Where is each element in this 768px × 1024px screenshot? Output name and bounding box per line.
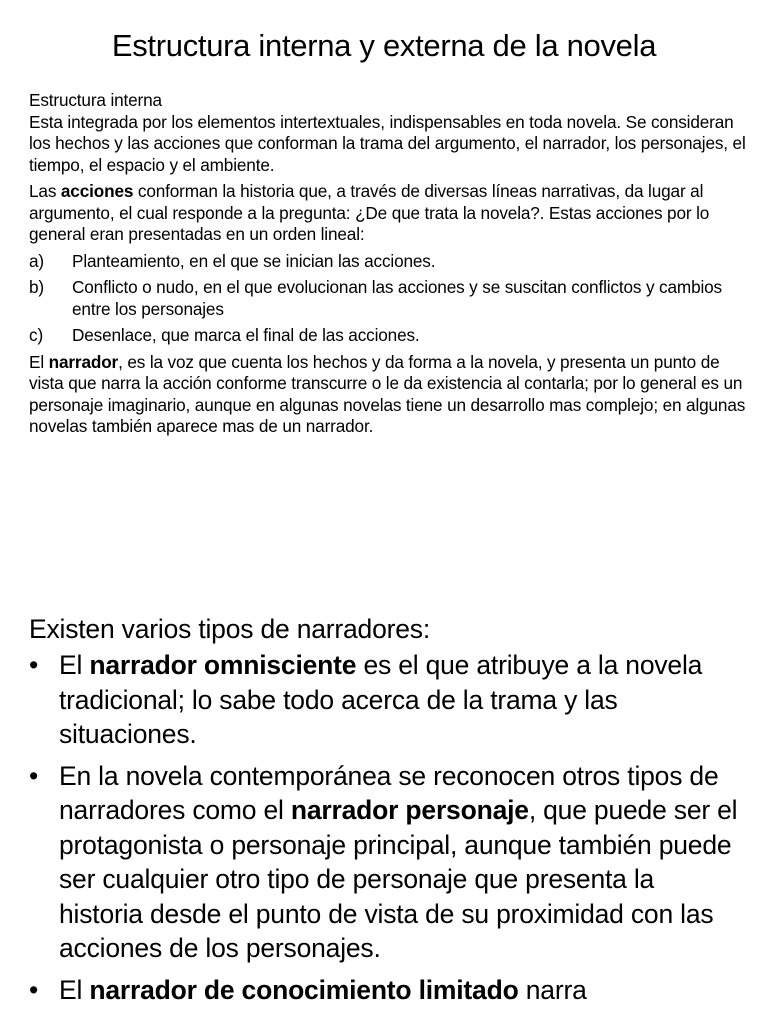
list-item: [29, 325, 753, 347]
text-run: El: [59, 974, 90, 1005]
text-run: En la novela contemporánea se reconocen otros tipos de narradores como el: [59, 760, 719, 825]
bullet-icon: •: [29, 974, 39, 1005]
text-run: narra: [518, 974, 587, 1005]
bullet-item: [29, 973, 741, 1008]
slide-1-body: [29, 90, 753, 443]
list-item: [29, 251, 753, 273]
paragraph-intro: Esta integrada por los elementos intertextuales, indispensables en toda novela. Se consideran los hechos y las acciones que conforman la trama del argumento, el narrador, los personajes, el tiempo, el espacio y el ambiente.: [29, 111, 746, 175]
list-marker: b): [29, 277, 44, 297]
narrator-types-list: [29, 648, 741, 1014]
bold-term-limitado: narrador de conocimiento limitado: [89, 974, 519, 1005]
bullet-icon: •: [29, 650, 39, 680]
list-item: [29, 277, 753, 320]
page-title: Estructura interna y externa de la novela: [111, 28, 657, 63]
bullet-text: [59, 973, 741, 1008]
bold-term-narrador: narrador: [48, 351, 119, 372]
text-run: Las: [29, 181, 61, 201]
bullet-text: [59, 648, 741, 752]
section-subtitle: Estructura interna: [29, 90, 162, 110]
bold-term-acciones: acciones: [60, 181, 134, 201]
bold-term-omnisciente: narrador omnisciente: [89, 650, 357, 680]
text-run: , es la voz que cuenta los hechos y da forma a la novela, y presenta un punto de vista que narra la acción conforme transcurre o le da existencia al contarla; por lo general es un personaje imaginario, aunque en algunas novelas tiene un desarrollo mas complejo; en algunas novelas también aparece mas de un narrador.: [29, 351, 746, 436]
actions-list: [29, 251, 753, 347]
list-marker: c): [29, 325, 44, 345]
text-run: conforman la historia que, a través de diversas líneas narrativas, da lugar al argumento, el cual responde a la pregunta: ¿De que trata la novela?. Estas acciones por lo general eran presentadas en un orden lineal:: [29, 181, 710, 244]
bullet-icon: •: [29, 760, 39, 791]
list-marker: a): [29, 250, 44, 271]
bullet-item: [29, 648, 741, 752]
text-run: El: [59, 650, 90, 680]
bullet-item: [29, 759, 741, 966]
slide-2: [0, 568, 768, 1024]
paragraph-acciones: [29, 181, 753, 246]
narrator-types-heading: Existen varios tipos de narradores:: [29, 614, 431, 644]
bold-term-personaje: narrador personaje: [290, 795, 529, 825]
text-run: , que puede ser el protagonista o personaje principal, aunque también puede ser cualquier otro tipo de personaje que presenta la historia desde el punto de vista de su proximidad con las acciones de los personajes.: [59, 795, 738, 963]
list-item-text: Conflicto o nudo, en el que evolucionan las acciones y se suscitan conflictos y cambios entre los personajes: [72, 277, 722, 319]
text-run: es el que atribuye a la novela tradicional; lo sabe todo acerca de la trama y las situaciones.: [59, 650, 703, 749]
bullet-text: [59, 759, 741, 966]
list-item-text: Desenlace, que marca el final de las acciones.: [72, 325, 420, 345]
text-run: El: [29, 351, 49, 372]
paragraph-narrador: [29, 352, 753, 438]
list-item-text: Planteamiento, en el que se inician las acciones.: [72, 250, 436, 271]
